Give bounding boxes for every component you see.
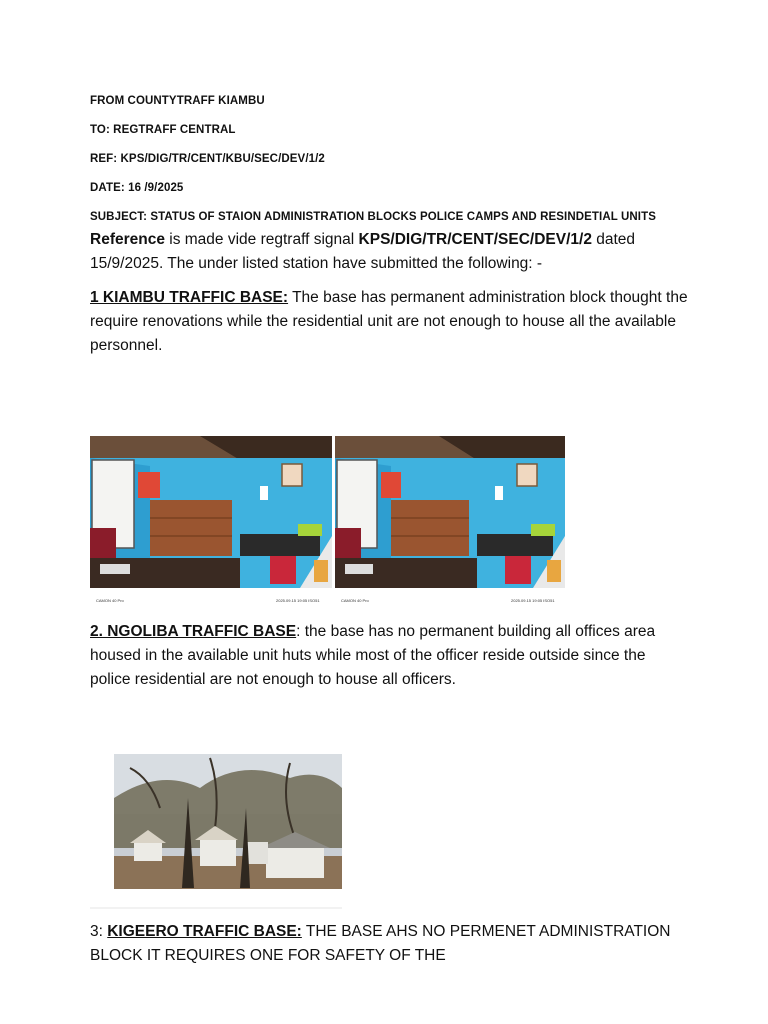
subject-line: SUBJECT: STATUS OF STAION ADMINISTRATION BLOCKS POLICE CAMPS AND RESINDETIAL UNITS: [90, 211, 656, 223]
camera-caption: CAMON 40 Pro: [341, 598, 369, 603]
camera-caption: CAMON 40 Pro: [96, 598, 124, 603]
section-prefix: 3:: [90, 923, 108, 940]
section-ngoliba: [90, 620, 690, 692]
signal-reference: KPS/DIG/TR/CENT/SEC/DEV/1/2: [358, 231, 592, 248]
section-body: The base has permanent administration block thought the require renovations while the residential unit are not enough to house all the available personnel.: [90, 289, 688, 354]
section-body: : the base has no permanent building all offices area housed in the available unit huts while most of the officer reside outside since the police residential are not enough to house all officers.: [90, 623, 656, 688]
intro-text-1: is made vide regtraff signal: [164, 231, 359, 248]
to-line: TO: REGTRAFF CENTRAL: [90, 124, 236, 136]
section-title: KIGEERO TRAFFIC BASE:: [107, 923, 302, 940]
photo-stamp: 2025.09.15 19:05 ISO51: [511, 598, 555, 603]
office-photo-1: [90, 436, 332, 608]
section-title: 1 KIAMBU TRAFFIC BASE:: [90, 289, 289, 306]
huts-photo: [90, 738, 342, 910]
section-kigeero: [90, 920, 690, 968]
intro-paragraph: [90, 228, 690, 276]
date-line: DATE: 16 /9/2025: [90, 182, 184, 194]
office-photo-2: [335, 436, 565, 608]
ref-line: REF: KPS/DIG/TR/CENT/KBU/SEC/DEV/1/2: [90, 153, 325, 165]
section-kiambu: [90, 286, 690, 358]
photo-stamp: 2025.09.15 19:05 ISO51: [276, 598, 320, 603]
section-body: THE BASE AHS NO PERMENET ADMINISTRATION BLOCK IT REQUIRES ONE FOR SAFETY OF THE: [90, 923, 671, 964]
intro-lead: Reference: [90, 231, 165, 248]
intro-text-2: dated 15/9/2025. The under listed station have submitted the following: -: [90, 231, 636, 272]
section-title: 2. NGOLIBA TRAFFIC BASE: [90, 623, 297, 640]
from-line: FROM COUNTYTRAFF KIAMBU: [90, 95, 265, 107]
